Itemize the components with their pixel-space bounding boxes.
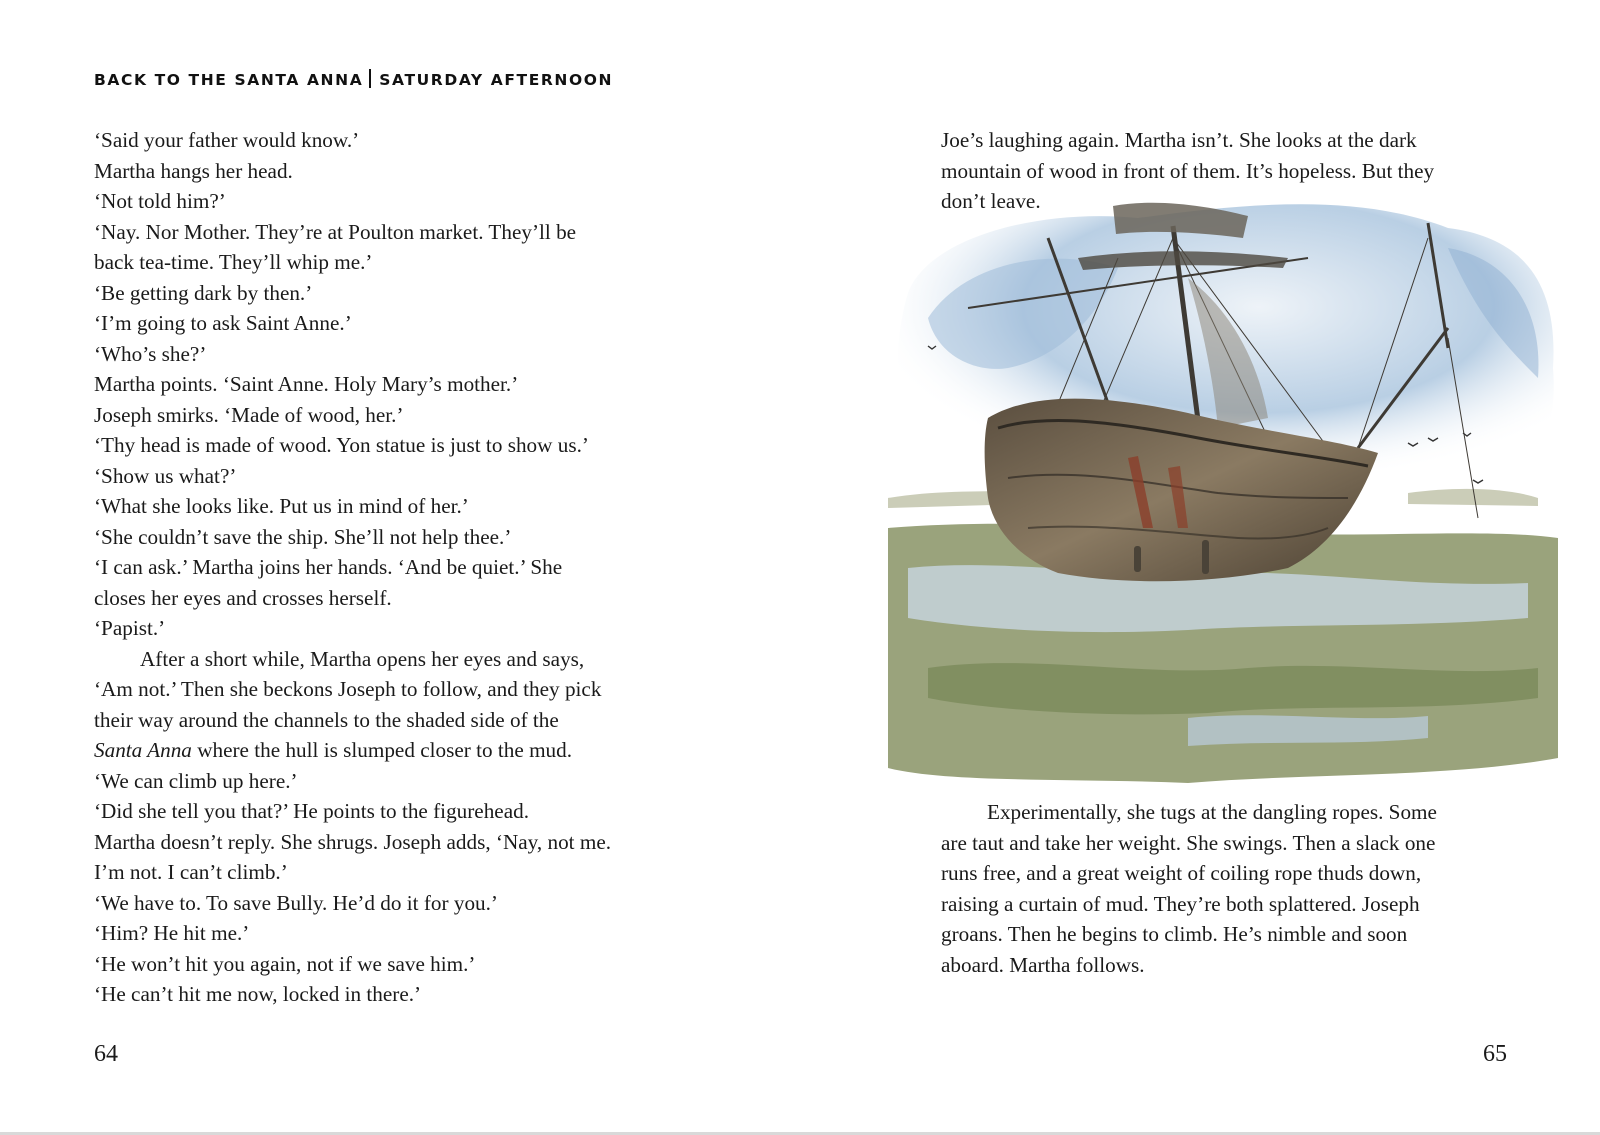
page-number-left: 64 [94, 1041, 118, 1067]
text-line: ‘She couldn’t save the ship. She’ll not help thee.’ [94, 524, 512, 549]
text-line: closes her eyes and crosses herself. [94, 585, 392, 610]
text-line: ‘He can’t hit me now, locked in there.’ [94, 982, 422, 1006]
text-line: ‘We can climb up here.’ [94, 768, 298, 793]
text-line: ‘He won’t hit you again, not if we save him.’ [94, 951, 476, 976]
text-line: ‘Papist.’ [94, 616, 166, 640]
text-line: Joe’s laughing again. Martha isn’t. She looks at the dark [941, 128, 1417, 152]
text-line: aboard. Martha follows. [941, 952, 1145, 977]
text-line: ‘Did she tell you that?’ He points to the figurehead. [94, 799, 530, 823]
text-line: ‘Him? He hit me.’ [94, 921, 250, 945]
text-line: Joseph smirks. ‘Made of wood, her.’ [94, 402, 404, 427]
text-line: back tea-time. They’ll whip me.’ [94, 250, 373, 274]
text-line: ‘What she looks like. Put us in mind of her.’ [94, 494, 469, 518]
page-number-right: 65 [1483, 1041, 1507, 1067]
text-line: raising a curtain of mud. They’re both splattered. Joseph [941, 891, 1420, 916]
left-page-text [94, 125, 611, 1010]
running-head-title: BACK TO THE SANTA ANNA [94, 71, 364, 89]
text-line: groans. Then he begins to climb. He’s nimble and soon [941, 922, 1408, 946]
text-line: ‘Nay. Nor Mother. They’re at Poulton market. They’ll be [94, 219, 577, 244]
running-head-separator [369, 69, 371, 88]
text-line-rest: where the hull is slumped closer to the mud. [191, 738, 573, 762]
running-head [94, 69, 613, 89]
text-line: ‘I’m going to ask Saint Anne.’ [94, 311, 352, 335]
text-line: Martha points. ‘Saint Anne. Holy Mary’s mother.’ [94, 372, 519, 396]
text-line: ‘Who’s she?’ [94, 341, 207, 366]
text-line: mountain of wood in front of them. It’s hopeless. But they [941, 158, 1435, 183]
text-line: ‘Not told him?’ [94, 189, 226, 213]
text-line: their way around the channels to the shaded side of the [94, 707, 559, 732]
ship-name-italic: Santa Anna [94, 738, 192, 762]
text-line: ‘Thy head is made of wood. Yon statue is just to show us.’ [94, 433, 589, 457]
text-line: ‘Show us what?’ [94, 463, 237, 488]
text-line: ‘Am not.’ Then she beckons Joseph to follow, and they pick [94, 677, 602, 701]
shipwreck-illustration [888, 198, 1570, 783]
text-line: Martha doesn’t reply. She shrugs. Joseph adds, ‘Nay, not me. [94, 829, 612, 854]
right-page-bottom-text [941, 797, 1437, 980]
text-line: I’m not. I can’t climb.’ [94, 860, 288, 884]
text-line-indented: After a short while, Martha opens her eyes and says, [140, 646, 585, 671]
text-line: are taut and take her weight. She swings. Then a slack one [941, 830, 1436, 855]
text-line-mixed [94, 735, 611, 766]
text-line: ‘We have to. To save Bully. He’d do it for you.’ [94, 890, 498, 915]
text-line: ‘Said your father would know.’ [94, 128, 360, 152]
running-head-section: SATURDAY AFTERNOON [379, 71, 614, 89]
text-line: runs free, and a great weight of coiling rope thuds down, [941, 861, 1422, 885]
text-line: ‘I can ask.’ Martha joins her hands. ‘And be quiet.’ She [94, 555, 563, 579]
text-line-indented: Experimentally, she tugs at the dangling ropes. Some [987, 800, 1437, 824]
text-line: ‘Be getting dark by then.’ [94, 280, 313, 305]
text-line: don’t leave. [941, 189, 1041, 213]
text-line: Martha hangs her head. [94, 158, 293, 183]
